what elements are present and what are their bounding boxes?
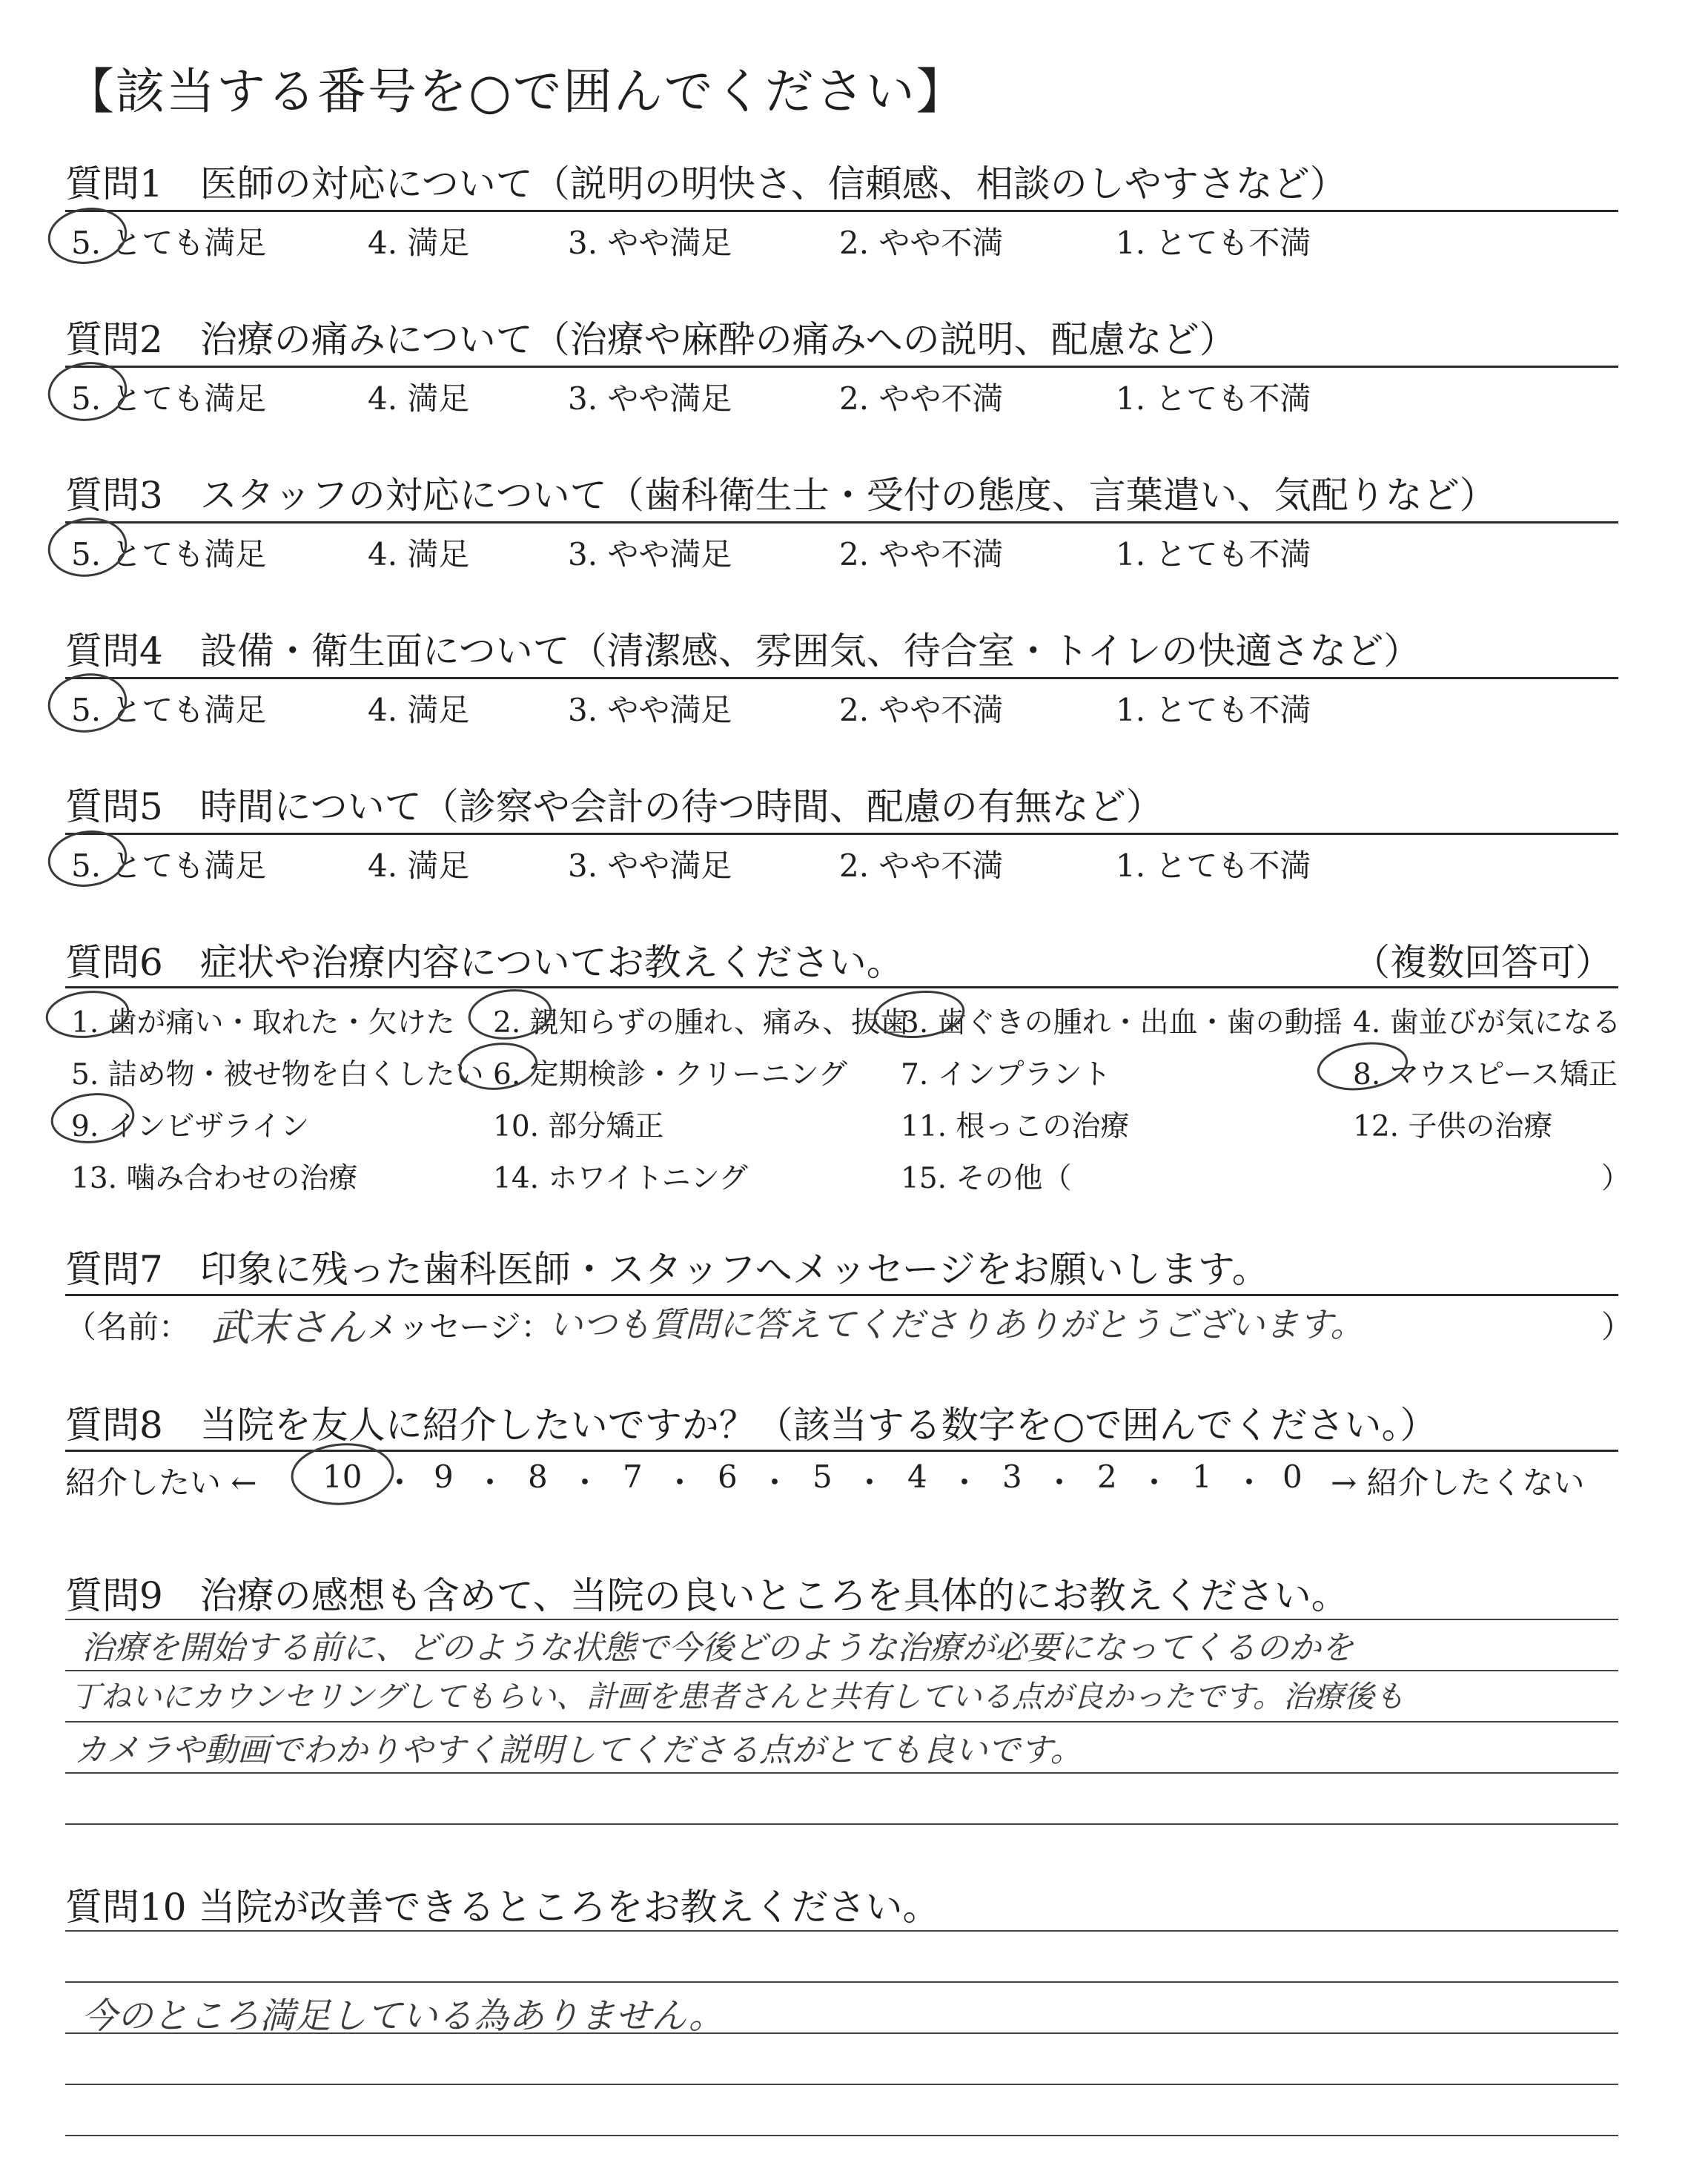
q8-selection-circle [290, 1441, 394, 1507]
q7-close: ） [1601, 1309, 1633, 1345]
q8-score-6[interactable]: 6 [718, 1459, 738, 1495]
q6-option-12[interactable]: 12. 子供の治療 [1353, 1110, 1553, 1143]
q10-answer-line-1[interactable]: 今のところ満足している為ありません。 [82, 1995, 724, 2037]
q6-option-6[interactable]: 6. 定期検診・クリーニング [493, 1058, 847, 1091]
q3-title: 質問3 スタッフの対応について（歯科衛生士・受付の態度、言葉遣い、気配りなど） [65, 474, 1497, 517]
q8-score-2[interactable]: 2 [1097, 1459, 1117, 1495]
q4-option-1[interactable]: 1. とても不満 [1116, 692, 1311, 728]
q8-score-1[interactable]: 1 [1192, 1459, 1212, 1495]
page-heading: 【該当する番号を○で囲んでください】 [65, 63, 967, 120]
q8-separator: ・ [1044, 1464, 1076, 1501]
q6-option-3[interactable]: 3. 歯ぐきの腫れ・出血・歯の動揺 [901, 1006, 1343, 1040]
q3-option-4[interactable]: 4. 満足 [368, 536, 470, 572]
q4-option-2[interactable]: 2. やや不満 [839, 692, 1004, 728]
q2-option-5[interactable]: 5. とても満足 [71, 380, 267, 417]
q1-title: 質問1 医師の対応について（説明の明快さ、信頼感、相談のしやすさなど） [65, 162, 1347, 205]
q6-option-8[interactable]: 8. マウスピース矯正 [1353, 1058, 1618, 1091]
q8-score-8[interactable]: 8 [528, 1459, 548, 1495]
q8-separator: ・ [664, 1464, 696, 1501]
q8-score-10[interactable]: 10 [322, 1459, 363, 1495]
q6-option-10[interactable]: 10. 部分矯正 [493, 1110, 664, 1143]
q5-option-3[interactable]: 3. やや満足 [568, 848, 732, 884]
q5-option-1[interactable]: 1. とても不満 [1116, 848, 1311, 884]
q7-message-label: メッセージ： [367, 1309, 552, 1345]
q6-option-11[interactable]: 11. 根っこの治療 [901, 1110, 1130, 1143]
q8-separator: ・ [949, 1464, 981, 1501]
q9-answer-line-3[interactable]: カメラや動画でわかりやすく説明してくださる点がとても良いです。 [74, 1731, 1083, 1769]
q9-answer-line-1[interactable]: 治療を開始する前に、どのような状態で今後どのような治療が必要になってくるのかを [82, 1629, 1354, 1667]
q7-message-value[interactable]: いつも質問に答えてくださりありがとうございます。 [549, 1304, 1365, 1344]
q1-option-4[interactable]: 4. 満足 [368, 225, 470, 261]
q2-title: 質問2 治療の痛みについて（治療や麻酔の痛みへの説明、配慮など） [65, 318, 1237, 361]
q6-option-14[interactable]: 14. ホワイトニング [493, 1162, 748, 1195]
q3-option-3[interactable]: 3. やや満足 [568, 536, 732, 572]
q3-option-5[interactable]: 5. とても満足 [71, 536, 267, 572]
q8-separator: ・ [759, 1464, 791, 1501]
q5-selection-circle [45, 827, 129, 891]
q8-score-9[interactable]: 9 [434, 1459, 454, 1495]
q5-option-2[interactable]: 2. やや不満 [839, 848, 1004, 884]
q6-selection-circle-2 [467, 986, 553, 1042]
q6-note: （複数回答可） [1353, 941, 1612, 984]
q5-option-4[interactable]: 4. 満足 [368, 848, 470, 884]
q6-option-5[interactable]: 5. 詰め物・被せ物を白くしたい [71, 1058, 484, 1091]
q10-title: 質問10 当院が改善できるところをお教えください。 [65, 1886, 940, 1929]
q7-title: 質問7 印象に残った歯科医師・スタッフへメッセージをお願いします。 [65, 1248, 1269, 1291]
q4-option-5[interactable]: 5. とても満足 [71, 692, 267, 728]
q7-name-label: （名前： [65, 1309, 191, 1345]
q6-title: 質問6 症状や治療内容についてお教えください。 [65, 941, 904, 984]
q6-option-15[interactable]: 15. その他（ [901, 1162, 1072, 1195]
q8-separator: ・ [1234, 1464, 1265, 1501]
q4-option-4[interactable]: 4. 満足 [368, 692, 470, 728]
q6-selection-circle-1 [44, 988, 130, 1040]
q3-option-2[interactable]: 2. やや不満 [839, 536, 1004, 572]
q8-separator: ・ [474, 1464, 506, 1501]
q8-score-4[interactable]: 4 [907, 1459, 927, 1495]
q2-selection-circle [45, 358, 130, 425]
q6-option-13[interactable]: 13. 噛み合わせの治療 [71, 1162, 358, 1195]
q8-score-5[interactable]: 5 [812, 1459, 833, 1495]
q4-title: 質問4 設備・衛生面について（清潔感、雰囲気、待合室・トイレの快適さなど） [65, 630, 1421, 673]
q3-selection-circle [45, 514, 130, 581]
q2-option-3[interactable]: 3. やや満足 [568, 380, 732, 417]
q1-option-1[interactable]: 1. とても不満 [1116, 225, 1311, 261]
q1-option-3[interactable]: 3. やや満足 [568, 225, 732, 261]
q2-option-1[interactable]: 1. とても不満 [1116, 380, 1311, 417]
q8-separator: ・ [384, 1464, 416, 1501]
q6-option-2[interactable]: 2. 親知らずの腫れ、痛み、抜歯 [493, 1006, 910, 1040]
q6-option-9[interactable]: 9. インビザライン [71, 1110, 310, 1143]
q8-score-3[interactable]: 3 [1002, 1459, 1022, 1495]
q2-option-4[interactable]: 4. 満足 [368, 380, 470, 417]
q2-option-2[interactable]: 2. やや不満 [839, 380, 1004, 417]
q6-selection-circle-3 [873, 988, 966, 1041]
q5-title: 質問5 時間について（診察や会計の待つ時間、配慮の有無など） [65, 785, 1163, 828]
q4-option-3[interactable]: 3. やや満足 [568, 692, 732, 728]
q5-option-5[interactable]: 5. とても満足 [71, 848, 267, 884]
q8-separator: ・ [569, 1464, 601, 1501]
q8-title: 質問8 当院を友人に紹介したいですか？（該当する数字を○で囲んでください。） [65, 1404, 1437, 1447]
q1-option-5[interactable]: 5. とても満足 [71, 225, 267, 261]
q9-title: 質問9 治療の感想も含めて、当院の良いところを具体的にお教えください。 [65, 1574, 1348, 1617]
q6-option-7[interactable]: 7. インプラント [901, 1058, 1111, 1091]
q6-other-close: ） [1601, 1162, 1631, 1195]
q6-option-1[interactable]: 1. 歯が痛い・取れた・欠けた [71, 1006, 455, 1040]
q4-selection-circle [45, 670, 130, 736]
q6-option-4[interactable]: 4. 歯並びが気になる [1353, 1006, 1621, 1040]
q3-option-1[interactable]: 1. とても不満 [1116, 536, 1311, 572]
q6-selection-circle-8 [1315, 1038, 1409, 1094]
q6-selection-circle-9 [50, 1090, 136, 1146]
q8-separator: ・ [1139, 1464, 1171, 1501]
q8-separator: ・ [854, 1464, 886, 1501]
q8-score-7[interactable]: 7 [623, 1459, 643, 1495]
q1-option-2[interactable]: 2. やや不満 [839, 225, 1004, 261]
q7-name-value[interactable]: 武末さん [211, 1306, 366, 1350]
q9-answer-line-2[interactable]: 丁ねいにカウンセリングしてもらい、計画を患者さんと共有している点が良かったです。治療後も [70, 1679, 1405, 1714]
q8-score-0[interactable]: 0 [1282, 1459, 1302, 1495]
q8-left-label: 紹介したい ← [65, 1464, 257, 1501]
q1-selection-circle [45, 204, 129, 268]
q6-selection-circle-6 [457, 1040, 539, 1093]
q8-right-label: → 紹介したくない [1331, 1464, 1585, 1501]
